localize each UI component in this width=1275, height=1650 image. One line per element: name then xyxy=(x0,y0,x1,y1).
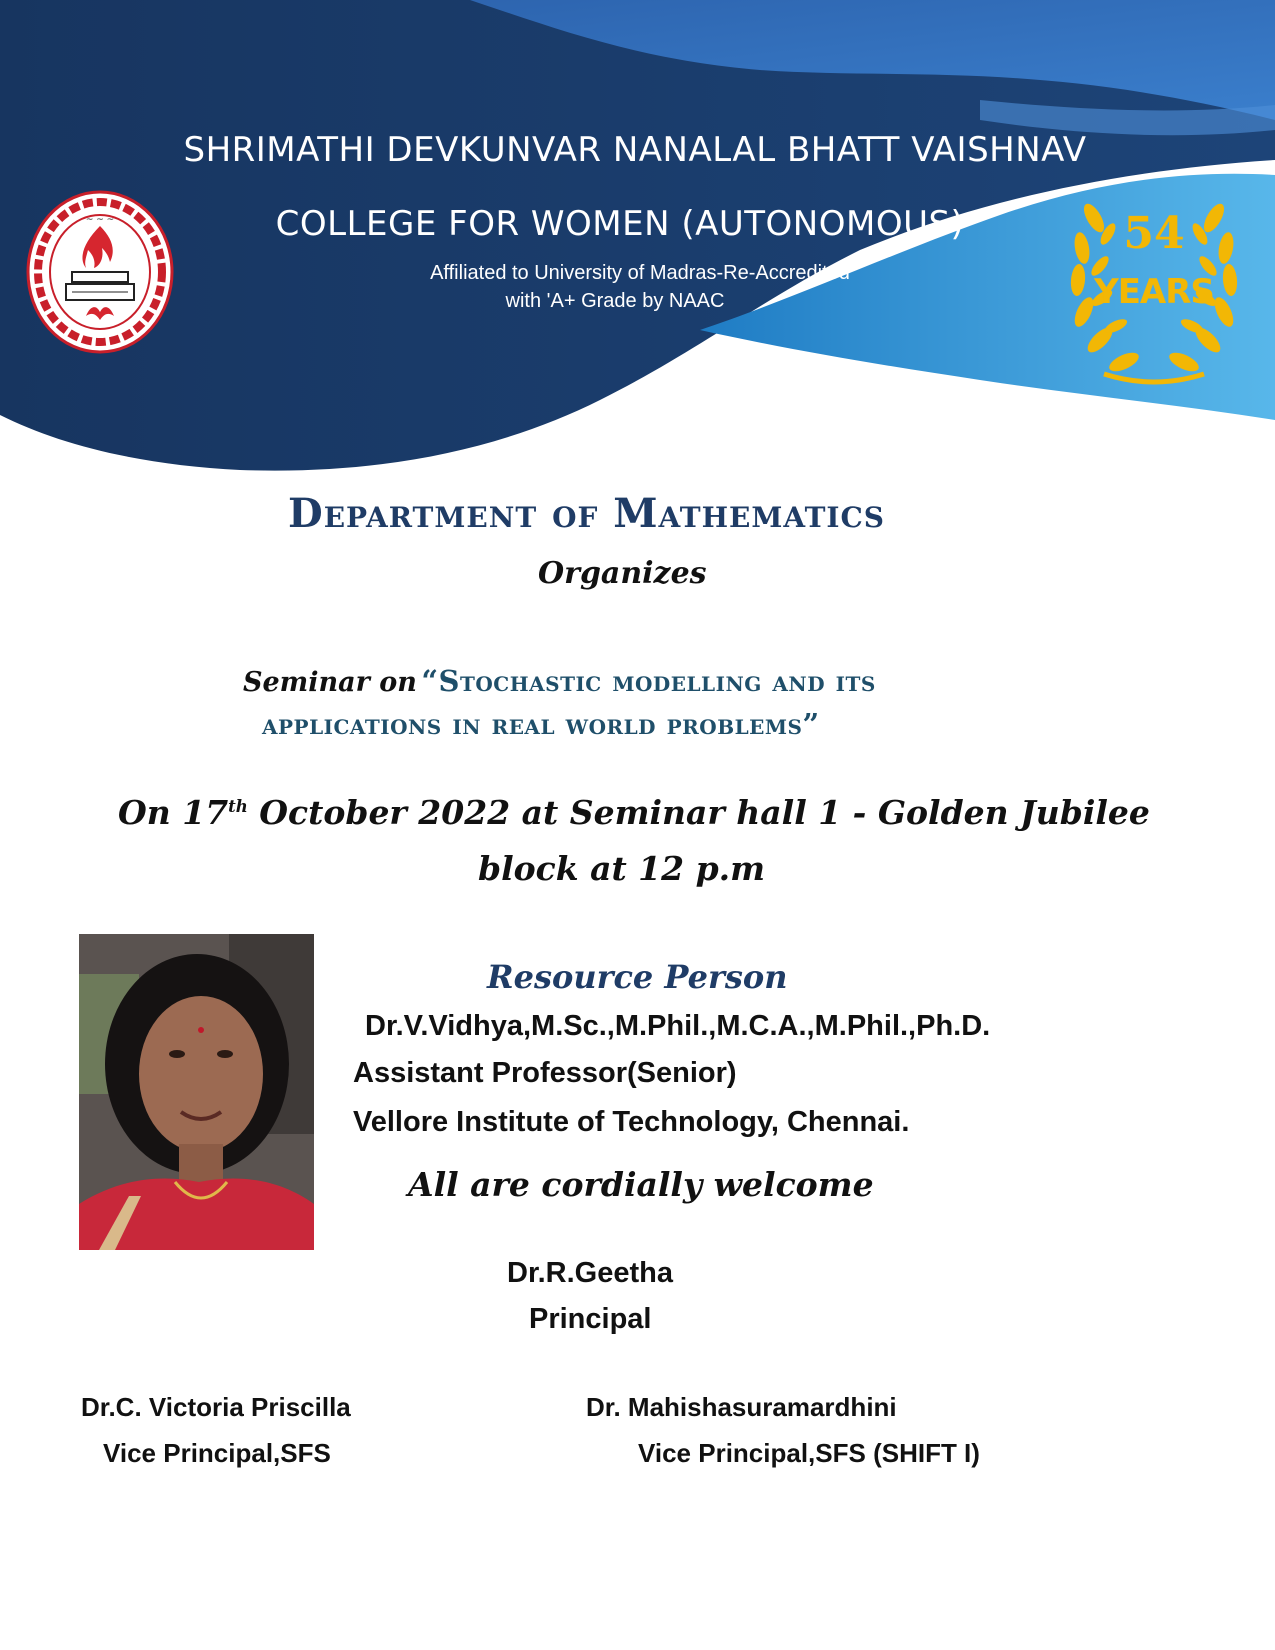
affiliation-line2: with 'A+ Grade by NAAC xyxy=(505,290,725,312)
vice-principal-1-title: Vice Principal,SFS xyxy=(103,1438,331,1468)
seminar-topic-part1: “Stochastic modelling and its xyxy=(421,664,876,698)
principal-name: Dr.R.Geetha xyxy=(507,1257,673,1289)
organizes-text: Organizes xyxy=(538,556,707,591)
date-rest: October 2022 at Seminar hall 1 - Golden Jubilee xyxy=(247,793,1150,832)
date-prefix: On 17 xyxy=(118,793,229,832)
welcome-text: All are cordially welcome xyxy=(408,1165,874,1204)
resource-person-photo xyxy=(79,934,314,1250)
vice-principal-2-title: Vice Principal,SFS (SHIFT I) xyxy=(638,1438,980,1468)
college-emblem-icon xyxy=(24,188,176,356)
seminar-topic-part2: applications in real world problems” xyxy=(262,707,820,741)
resource-heading: Resource Person xyxy=(487,958,788,996)
seminar-title-line1 xyxy=(243,664,876,698)
principal-title: Principal xyxy=(529,1303,652,1335)
vice-principal-1-name: Dr.C. Victoria Priscilla xyxy=(81,1392,351,1422)
college-name-line2: COLLEGE FOR WOMEN (AUTONOMOUS) xyxy=(275,204,965,244)
resource-designation: Assistant Professor(Senior) xyxy=(353,1057,737,1089)
affiliation-line1: Affiliated to University of Madras-Re-Accredited xyxy=(430,262,850,284)
resource-institution: Vellore Institute of Technology, Chennai. xyxy=(353,1106,910,1138)
college-name-line1: SHRIMATHI DEVKUNVAR NANALAL BHATT VAISHNAV xyxy=(183,130,1087,170)
badge-number: 54 xyxy=(1123,208,1185,259)
seminar-prefix: Seminar on xyxy=(243,667,417,698)
vice-principal-2-name: Dr. Mahishasuramardhini xyxy=(586,1392,897,1422)
date-ordinal: th xyxy=(228,797,248,816)
event-date-venue-line1 xyxy=(118,793,1150,832)
resource-name: Dr.V.Vidhya,M.Sc.,M.Phil.,M.C.A.,M.Phil.,Ph.D. xyxy=(365,1010,991,1042)
department-title: Department of Mathematics xyxy=(288,490,886,537)
event-date-venue-line2: block at 12 p.m xyxy=(478,849,766,888)
badge-years-text: YEARS xyxy=(1094,272,1214,312)
svg-text:~ ~ ~: ~ ~ ~ xyxy=(85,215,115,225)
